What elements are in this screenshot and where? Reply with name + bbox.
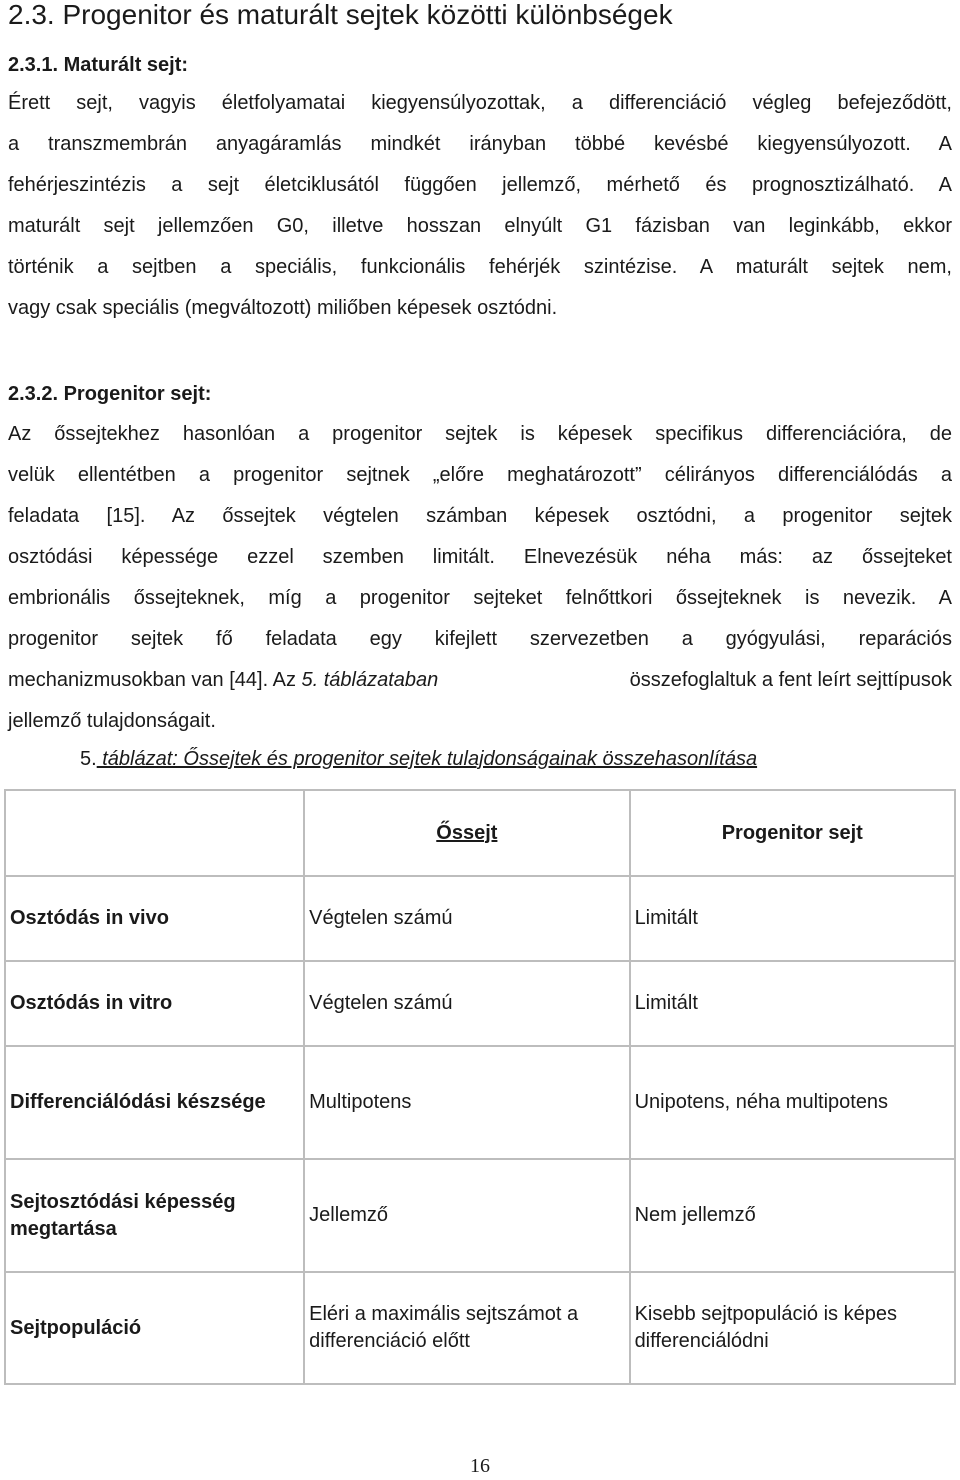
table-reference-link[interactable]: 5. táblázataban: [301, 669, 439, 691]
line-text: összefoglaltuk a fent leírt sejttípusok: [629, 669, 952, 691]
table-cell: Limitált: [630, 876, 955, 961]
caption-number: 5.: [80, 748, 97, 770]
paragraph-line: progenitor sejtek fő feladata egy kifejlett szervezetben a gyógyulási, reparációs: [8, 628, 952, 650]
paragraph-maturalt: [8, 83, 952, 329]
paragraph-line: feladata [15]. Az őssejtek végtelen számban képesek osztódni, a progenitor sejtek: [8, 505, 952, 527]
table-cell: Végtelen számú: [304, 961, 629, 1046]
table-header-row: [5, 790, 955, 876]
row-label: Osztódás in vitro: [5, 961, 304, 1046]
table-header-cell: Progenitor sejt: [630, 790, 955, 876]
paragraph-line: osztódási képessége ezzel szemben limitált. Elnevezésük néha más: az őssejteket: [8, 546, 952, 568]
row-label: Sejtpopuláció: [5, 1272, 304, 1384]
table-cell: Kisebb sejtpopuláció is képes differenciálódni: [630, 1272, 955, 1384]
table-caption: [80, 744, 757, 774]
table-row: [5, 1159, 955, 1272]
row-label: Osztódás in vivo: [5, 876, 304, 961]
subsection-title-progenitor: 2.3.2. Progenitor sejt:: [8, 383, 212, 405]
caption-text: táblázat: Őssejtek és progenitor sejtek tulajdonságainak összehasonlítása: [96, 748, 758, 770]
row-label: Sejtosztódási képesség megtartása: [5, 1159, 304, 1272]
paragraph-line: fehérjeszintézis a sejt életciklusától függően jellemző, mérhető és prognosztizálható. A: [8, 174, 952, 196]
table-row: [5, 1272, 955, 1384]
paragraph-line: Az őssejtekhez hasonlóan a progenitor sejtek is képesek specifikus differenciációra, de: [8, 423, 952, 445]
paragraph-line: velük ellentétben a progenitor sejtnek „előre meghatározott” célirányos differenciálódás a: [8, 464, 952, 486]
paragraph-line: embrionális őssejteknek, míg a progenitor sejteket felnőttkori őssejteknek is nevezik. A: [8, 587, 952, 609]
header-text: Őssejt: [436, 821, 498, 844]
table-header-cell: [304, 790, 629, 876]
subsection-title-maturalt: 2.3.1. Maturált sejt:: [8, 54, 189, 76]
table-row: [5, 876, 955, 961]
page-number: 16: [470, 1455, 490, 1477]
table-cell: Nem jellemző: [630, 1159, 955, 1272]
paragraph-line: Érett sejt, vagyis életfolyamatai kiegyensúlyozottak, a differenciáció végleg befejeződött,: [8, 92, 952, 114]
row-label: Differenciálódási készsége: [5, 1046, 304, 1159]
table-cell: Multipotens: [304, 1046, 629, 1159]
line-text: mechanizmusokban van [44]. Az: [8, 669, 302, 691]
table-cell: Jellemző: [304, 1159, 629, 1272]
line-segment: [8, 660, 438, 701]
table-cell: Limitált: [630, 961, 955, 1046]
table-row: [5, 961, 955, 1046]
paragraph-line: jellemző tulajdonságait.: [8, 710, 216, 732]
table-cell: Unipotens, néha multipotens: [630, 1046, 955, 1159]
table-row: [5, 1046, 955, 1159]
paragraph-line: történik a sejtben a speciális, funkcionális fehérjék szintézise. A maturált sejtek nem,: [8, 256, 952, 278]
paragraph-line: vagy csak speciális (megváltozott) miliőben képesek osztódni.: [8, 297, 558, 319]
table-cell: Végtelen számú: [304, 876, 629, 961]
comparison-table: [4, 789, 956, 1385]
paragraph-line: a transzmembrán anyagáramlás mindkét irányban többé kevésbé kiegyensúlyozott. A: [8, 133, 952, 155]
section-title: 2.3. Progenitor és maturált sejtek közötti különbségek: [8, 0, 673, 30]
paragraph-progenitor: [8, 414, 952, 742]
table-header-cell: [5, 790, 304, 876]
paragraph-line: maturált sejt jellemzően G0, illetve hosszan elnyúlt G1 fázisban van leginkább, ekkor: [8, 215, 952, 237]
table-cell: Eléri a maximális sejtszámot a differenciáció előtt: [304, 1272, 629, 1384]
paragraph-line: [8, 660, 952, 701]
